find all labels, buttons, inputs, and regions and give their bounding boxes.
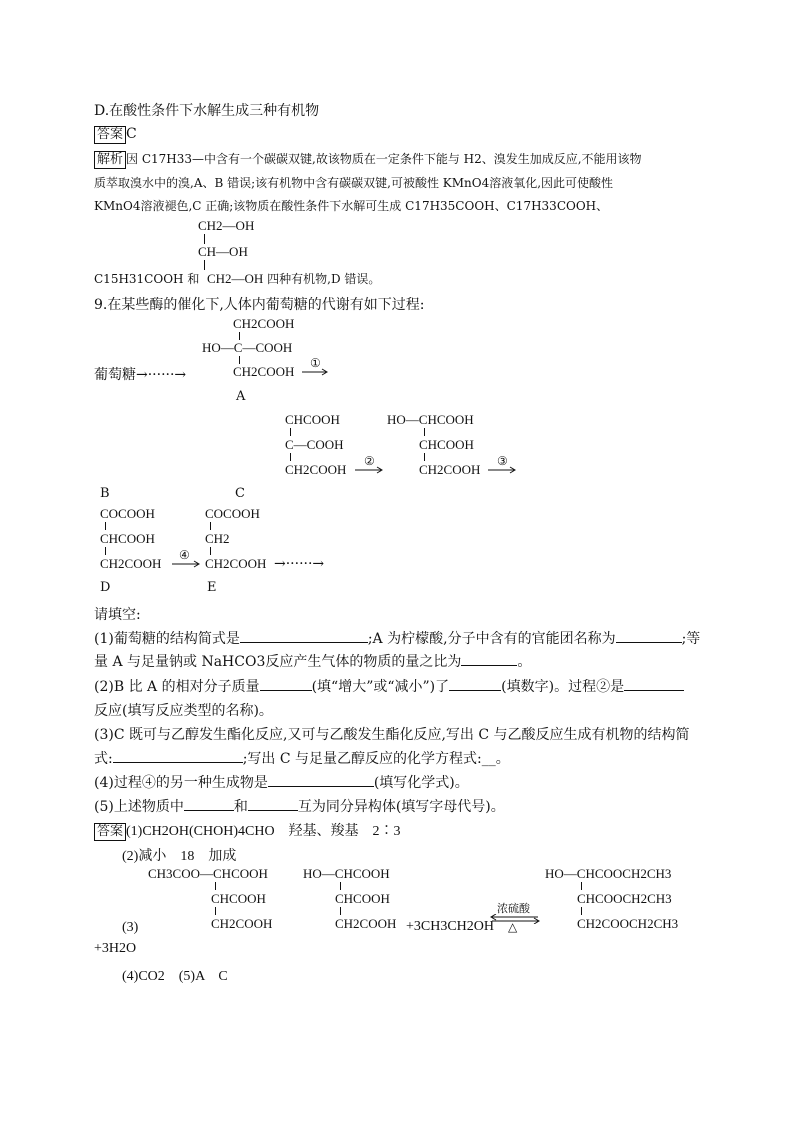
explanation-line-2: 质萃取溴水中的溴,A、B 错误;该有机物中含有碳碳双键,可被酸性 KMnO4溶液氧化,因此可使酸性 [94,176,614,190]
blank-2a[interactable] [260,690,312,691]
a3-s1-line-1: CH3COO—CHCOOH [148,866,268,881]
a3-s3-line-2: CHCOOCH2CH3 [577,891,672,906]
step-4-label: ④ [179,548,190,562]
d-line-2: CHCOOH [100,531,155,546]
a3-s2-line-2: CHCOOH [335,891,390,906]
bond [340,882,341,890]
a3-s2-line-1: HO—CHCOOH [303,866,390,881]
q1-text-a: (1)葡萄糖的结构简式是 [94,631,240,647]
c-line-2: CHCOOH [419,437,474,452]
a3-label: (3) [122,920,139,935]
bond [239,356,240,364]
step-2-label: ② [364,454,375,468]
q2-line-2: 反应(填写反应类型的名称)。 [94,703,273,719]
option-d: D.在酸性条件下水解生成三种有机物 [94,103,320,119]
answer-row [94,123,137,144]
q5-text-a: (5)上述物质中 [94,799,184,815]
arrow-2 [355,466,385,474]
blank-5a[interactable] [184,810,234,811]
bond [105,522,106,530]
q2-line-1 [94,676,684,696]
label-e: E [207,580,217,595]
q4-text-b: (填写化学式)。 [373,775,469,791]
b-line-3: CH2COOH [285,462,347,477]
blank-5b[interactable] [248,810,298,811]
answer-2: (2)减小 18 加成 [122,849,237,864]
explanation-line-1 [94,150,642,169]
answer-4-5: (4)CO2 (5)A C [122,969,228,984]
a3-s1-line-2: CHCOOH [211,891,266,906]
glycerol-line-3: CH2—OH [206,271,264,286]
glycerol-line-1: CH2—OH [198,218,255,233]
step-1-label: ① [310,356,321,370]
arrow-1 [302,368,330,376]
label-d: D [100,580,111,595]
a-line-1: CH2COOH [233,316,295,331]
q2-text-b: (填“增大”或“减小”)了 [311,679,450,695]
explanation-line-4 [94,270,380,287]
blank-1b[interactable] [616,642,682,643]
bond [290,428,291,436]
heat-symbol: △ [508,920,518,934]
q2-text-a: (2)B 比 A 的相对分子质量 [94,679,260,695]
answer-1: (1)CH2OH(CHOH)4CHO 羟基、羧基 2∶3 [126,824,401,839]
answer-label: 答案 [94,126,126,144]
bond [215,907,216,915]
a-line-3: CH2COOH [233,364,295,379]
blank-1a[interactable] [240,642,368,643]
d-line-1: COCOOH [100,506,155,521]
a3-s3-line-1: HO—CHCOOCH2CH3 [545,866,672,881]
bond [290,453,291,461]
label-a: A [236,389,246,404]
q1-text-b: ;A 为柠檬酸,分子中含有的官能团名称为 [367,631,616,647]
q2-text-c: (填数字)。过程②是 [501,679,625,695]
e-line-1: COCOOH [205,506,260,521]
blank-1c[interactable] [461,665,517,666]
d-line-3: CH2COOH [100,556,162,571]
q3-line-2 [94,748,510,768]
b-line-2: C—COOH [285,437,344,452]
c-line-3: CH2COOH [419,462,481,477]
a3-plus-ethanol: +3CH3CH2OH [406,919,495,934]
bond [239,332,240,340]
q3-line-1: (3)C 既可与乙醇发生酯化反应,又可与乙酸发生酯化反应,写出 C 与乙酸反应生成有机物的结构简 [94,727,690,743]
q3-text-b: 式: [94,751,113,767]
explanation-text-4b: 四种有机物,D 错误。 [267,272,381,286]
tail-arrow: →······→ [274,556,325,572]
q5-line [94,796,505,816]
bond [105,547,106,555]
answer-label-2: 答案 [94,823,126,841]
explanation-text-1: 因 C17H33—中含有一个碳碳双键,故该物质在一定条件下能与 H2、溴发生加成反应,不能用该物 [126,152,642,166]
blank-2c[interactable] [624,690,684,691]
blank-4[interactable] [268,786,374,787]
a3-s3-line-3: CH2COOCH2CH3 [577,916,679,931]
q5-text-c: 互为同分异构体(填写字母代号)。 [297,799,505,815]
q1-text-c: ;等 [681,631,701,647]
bond [210,522,211,530]
q1-line-1 [94,628,700,648]
a3-s2-line-3: CH2COOH [335,916,397,931]
catalyst-label: 浓硫酸 [497,902,530,915]
answer-block-1 [94,820,401,841]
answer-value: C [126,126,137,142]
q4-line [94,772,469,792]
label-b: B [100,486,110,501]
explanation-line-3: KMnO4溶液褪色,C 正确;该物质在酸性条件下水解可生成 C17H35COOH、C17H33COOH、 [94,199,609,213]
bond [215,882,216,890]
q4-text-a: (4)过程④的另一种生成物是 [94,775,268,791]
glucose-start: 葡萄糖→······→ [94,367,187,383]
q3-text-c: ;写出 C 与足量乙醇反应的化学方程式:__。 [242,751,510,767]
q1-text-d: 量 A 与足量钠或 NaHCO3反应产生气体的物质的量之比为 [94,654,462,670]
arrow-3 [488,466,518,474]
fill-prompt: 请填空: [94,607,141,623]
bond [340,907,341,915]
explanation-text-4a: C15H31COOH 和 [94,272,200,286]
bond [210,547,211,555]
label-c: C [235,486,245,501]
e-line-2: CH2 [205,531,230,546]
question-9: 9.在某些酶的催化下,人体内葡萄糖的代谢有如下过程: [94,297,425,313]
b-line-1: CHCOOH [285,412,340,427]
a3-s1-line-3: CH2COOH [211,916,273,931]
bond [204,234,205,244]
step-3-label: ③ [497,454,508,468]
a-line-2: HO—C—COOH [202,340,293,355]
c-line-1: HO—CHCOOH [387,412,474,427]
glycerol-line-2: CH—OH [198,244,248,259]
q1-line-2 [94,651,531,671]
bond [581,882,582,890]
bond [581,907,582,915]
bond [204,260,205,270]
q5-text-b: 和 [233,799,248,815]
explanation-label: 解析 [94,151,126,169]
e-line-3: CH2COOH [205,556,267,571]
arrow-4 [172,560,202,568]
blank-3a[interactable] [113,762,243,763]
blank-2b[interactable] [449,690,501,691]
q1-text-e: 。 [517,654,532,670]
bond [424,428,425,436]
a3-water: +3H2O [94,941,137,956]
bond [424,453,425,461]
